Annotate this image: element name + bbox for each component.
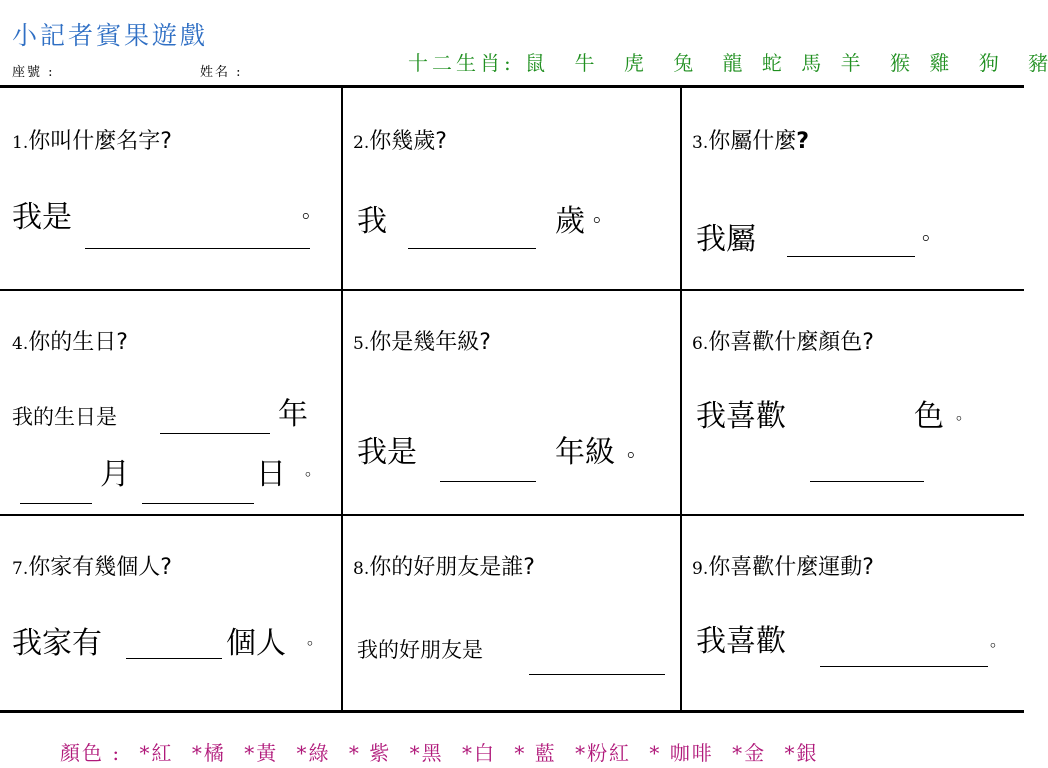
year-suffix: 年 [278, 397, 308, 432]
bingo-cell-7 [0, 516, 341, 713]
answer-blank[interactable] [440, 481, 536, 482]
answer-prefix: 我屬 [696, 222, 756, 257]
answer-blank[interactable] [820, 666, 988, 667]
zodiac-item: 鼠 [525, 51, 546, 75]
question-text: 6.你喜歡什麼顏色? [692, 330, 874, 355]
color-item: *白 [461, 741, 496, 765]
answer-suffix: 歲 [555, 204, 585, 239]
answer-prefix: 我 [357, 204, 387, 239]
answer-blank[interactable] [126, 658, 222, 659]
zodiac-list [408, 47, 1048, 76]
question-text: 3.你屬什麼? [692, 129, 810, 154]
answer-suffix: 個人 [226, 626, 286, 661]
seat-number-label: 座號 : [12, 65, 55, 80]
color-item: * 咖啡 [649, 741, 714, 765]
zodiac-item: 狗 [978, 51, 999, 75]
question-text: 9.你喜歡什麼運動? [692, 555, 874, 580]
zodiac-item: 虎 [623, 51, 644, 75]
color-item: *紅 [139, 741, 174, 765]
color-list [60, 737, 829, 766]
bingo-cell-4 [0, 291, 341, 514]
question-text: 8.你的好朋友是誰? [353, 555, 535, 580]
zodiac-item: 牛 [574, 51, 595, 75]
question-text: 5.你是幾年級? [353, 330, 491, 355]
answer-period: 。 [627, 437, 648, 461]
zodiac-label: 十二生肖: [408, 51, 515, 75]
answer-blank[interactable] [529, 674, 665, 675]
answer-blank[interactable] [810, 481, 924, 482]
answer-blank[interactable] [408, 248, 536, 249]
answer-period: 。 [305, 460, 322, 479]
answer-prefix: 我的生日是 [12, 405, 117, 429]
answer-prefix: 我的好朋友是 [357, 638, 483, 662]
answer-period: 。 [922, 220, 943, 244]
answer-prefix: 我是 [12, 200, 72, 235]
color-item: * 紫 [348, 741, 392, 765]
answer-period: 。 [302, 198, 323, 222]
answer-suffix: 年級 [555, 435, 615, 470]
month-suffix: 月 [100, 457, 130, 492]
bingo-cell-5 [343, 291, 680, 514]
zodiac-item: 豬 [1028, 51, 1048, 75]
color-item: *黑 [409, 741, 444, 765]
bingo-grid [0, 85, 1024, 713]
bingo-cell-3 [682, 88, 1024, 289]
zodiac-item: 龍 [722, 51, 743, 75]
answer-period: 。 [307, 629, 324, 648]
bingo-cell-6 [682, 291, 1024, 514]
zodiac-item: 羊 [840, 51, 861, 75]
question-text: 4.你的生日? [12, 330, 128, 355]
bingo-cell-1 [0, 88, 341, 289]
answer-prefix: 我家有 [12, 626, 102, 661]
answer-period: 。 [990, 631, 1007, 650]
zodiac-item: 馬 [801, 51, 822, 75]
zodiac-item: 兔 [673, 51, 694, 75]
color-item: * 藍 [514, 741, 557, 765]
day-blank[interactable] [142, 503, 254, 504]
color-item: *黃 [244, 741, 279, 765]
color-label: 顏色 : [60, 741, 122, 765]
answer-period: 。 [956, 404, 973, 423]
color-item: *橘 [191, 741, 226, 765]
bingo-cell-8 [343, 516, 680, 713]
month-blank[interactable] [20, 503, 92, 504]
color-item: *銀 [784, 741, 819, 765]
color-item: *金 [732, 741, 767, 765]
answer-prefix: 我喜歡 [696, 624, 786, 659]
color-item: *粉紅 [575, 741, 632, 765]
day-suffix: 日 [256, 457, 286, 492]
question-text: 1.你叫什麼名字? [12, 129, 172, 154]
student-name-label: 姓名 : [200, 65, 243, 80]
year-blank[interactable] [160, 433, 270, 434]
answer-blank[interactable] [85, 248, 310, 249]
answer-blank[interactable] [787, 256, 915, 257]
bingo-cell-9 [682, 516, 1024, 713]
question-text: 2.你幾歲? [353, 129, 447, 154]
question-text: 7.你家有幾個人? [12, 555, 172, 580]
bingo-cell-2 [343, 88, 680, 289]
answer-prefix: 我喜歡 [696, 399, 786, 434]
zodiac-item: 雞 [929, 51, 950, 75]
color-item: *綠 [296, 741, 331, 765]
zodiac-item: 蛇 [761, 51, 782, 75]
worksheet-title: 小記者賓果遊戲 [12, 21, 209, 50]
zodiac-item: 猴 [889, 51, 910, 75]
answer-suffix: 色 [914, 399, 944, 434]
answer-period: 。 [593, 202, 614, 226]
answer-prefix: 我是 [357, 435, 417, 470]
